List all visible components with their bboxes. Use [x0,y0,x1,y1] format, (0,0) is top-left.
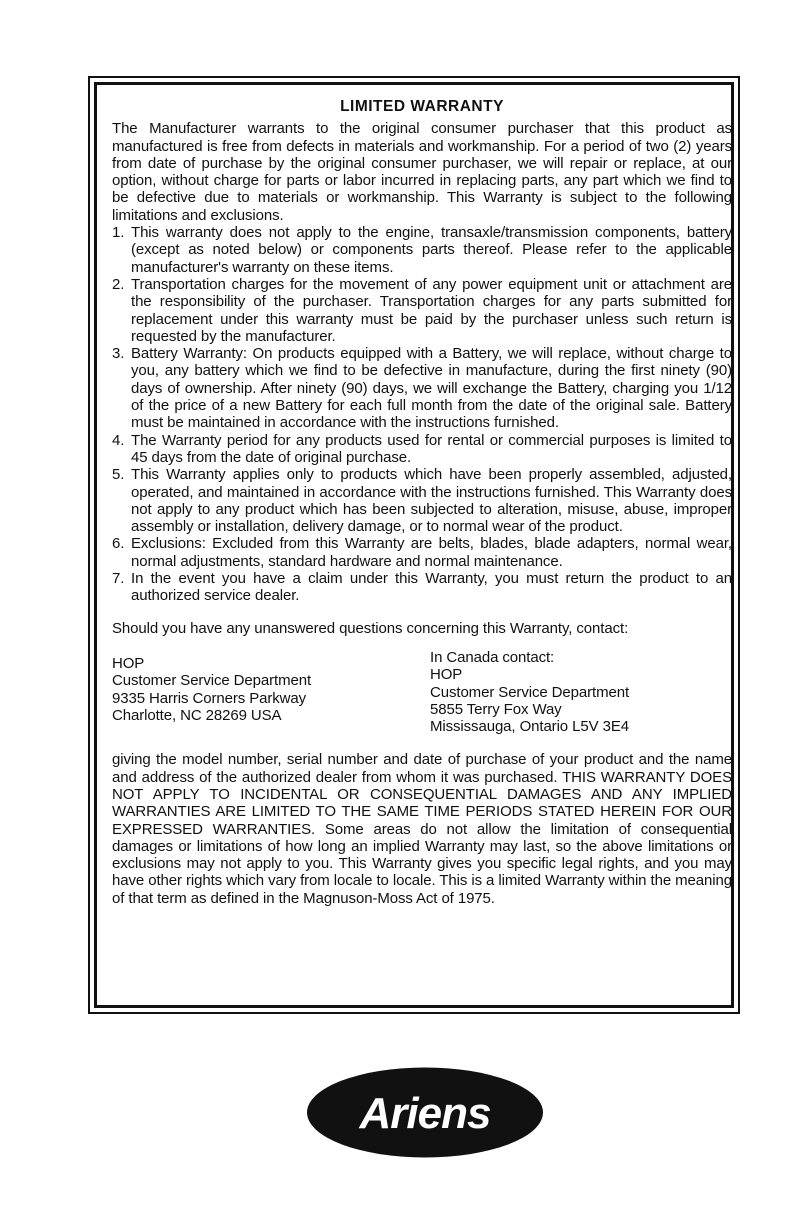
item-text: The Warranty period for any products used for rental or commercial purposes is limited to 45 days from the date of original purchase. [131,431,732,466]
contact-intro: Should you have any unanswered questions concerning this Warranty, contact: [112,619,629,637]
item-text: This warranty does not apply to the engine, transaxle/transmission components, battery (except as noted below) or components parts thereof. Please refer to the applicable manufacturer's warranty on these items. [131,224,732,276]
item-number: 2. [112,275,125,293]
logo-wordmark: Ariens [359,1089,491,1138]
item-text: In the event you have a claim under this Warranty, you must return the product to an authorized service dealer. [131,570,732,605]
item-text: Exclusions: Excluded from this Warranty are belts, blades, blade adapters, normal wear, normal adjustments, standard hardware and normal maintenance. [131,535,732,570]
list-item [112,224,732,276]
contact-addresses [112,649,732,735]
canada-address-line: Mississauga, Ontario L5V 3E4 [430,718,629,736]
warranty-title: LIMITED WARRANTY [340,98,504,115]
item-text: This Warranty applies only to products which have been properly assembled, adjusted, operated, and maintained in accordance with the instructions furnished. This Warranty does not apply to any product which has been subjected to alteration, misuse, abuse, improper assembly or installation, delivery damage, or to normal wear of the product. [131,466,732,536]
us-address-line: HOP [112,654,145,672]
item-text: Battery Warranty: On products equipped with a Battery, we will replace, without charge to you, any battery which we find to be defective in manufacture, during the first ninety (90) days of ownership. After ninety (90) days, we will exchange the Battery, charging you 1/12 of the price of a new Battery for each full month from the date of the original sale. Battery must be maintained in accordance with the instructions furnished. [131,345,732,432]
list-item [112,466,732,535]
us-address-line: Customer Service Department [112,672,312,690]
list-item [112,345,732,431]
list-item [112,276,732,345]
item-number: 7. [112,570,125,588]
us-address-line: Charlotte, NC 28269 USA [112,706,282,724]
item-number: 6. [112,535,125,553]
item-number: 1. [112,224,125,242]
us-address [112,649,430,735]
list-item [112,570,732,605]
canada-address-line: HOP [430,666,463,684]
list-item [112,432,732,467]
canada-contact-heading: In Canada contact: [430,648,555,666]
item-number: 5. [112,466,125,484]
limitations-list [112,224,732,605]
warranty-content [112,98,732,907]
canada-address-line: 5855 Terry Fox Way [430,700,562,718]
ariens-logo [305,1065,545,1160]
warranty-closing: giving the model number, serial number and date of purchase of your product and the name and address of the authorized dealer from whom it was purchased. THIS WARRANTY DOES NOT APPLY TO INCIDENTAL OR CONSEQUENTIAL DAMAGES AND ANY IMPLIED WARRANTIES ARE LIMITED TO THE SAME TIME PERIODS STATED HEREIN FOR OUR EXPRESSED WARRANTIES. Some areas do not allow the limitation of consequential damages or limitations of how long an implied Warranty may last, so the above limitations or exclusions may not apply to you. This Warranty gives you specific legal rights, and you may have other rights which vary from locale to locale. This is a limited Warranty within the meaning of that term as defined in the Magnuson-Moss Act of 1975. [112,751,732,907]
us-address-line: 9335 Harris Corners Parkway [112,689,307,707]
warranty-intro: The Manufacturer warrants to the original consumer purchaser that this product as manufactured is free from defects in materials and workmanship. For a period of two (2) years from date of purchase by the original consumer purchaser, we will repair or replace, at our option, without charge for parts or labor incurred in replacing parts, any part which we find to be defective due to materials or workmanship. This Warranty is subject to the following limitations and exclusions. [112,120,732,224]
list-item [112,535,732,570]
item-number: 3. [112,345,125,363]
item-text: Transportation charges for the movement of any power equipment unit or attachment are the responsibility of the purchaser. Transportation charges for any parts submitted for replacement under this warranty must be paid by the purchaser unless such return is requested by the manufacturer. [131,275,732,345]
canada-address-line: Customer Service Department [430,683,630,701]
canada-address [430,649,730,735]
item-number: 4. [112,431,125,449]
